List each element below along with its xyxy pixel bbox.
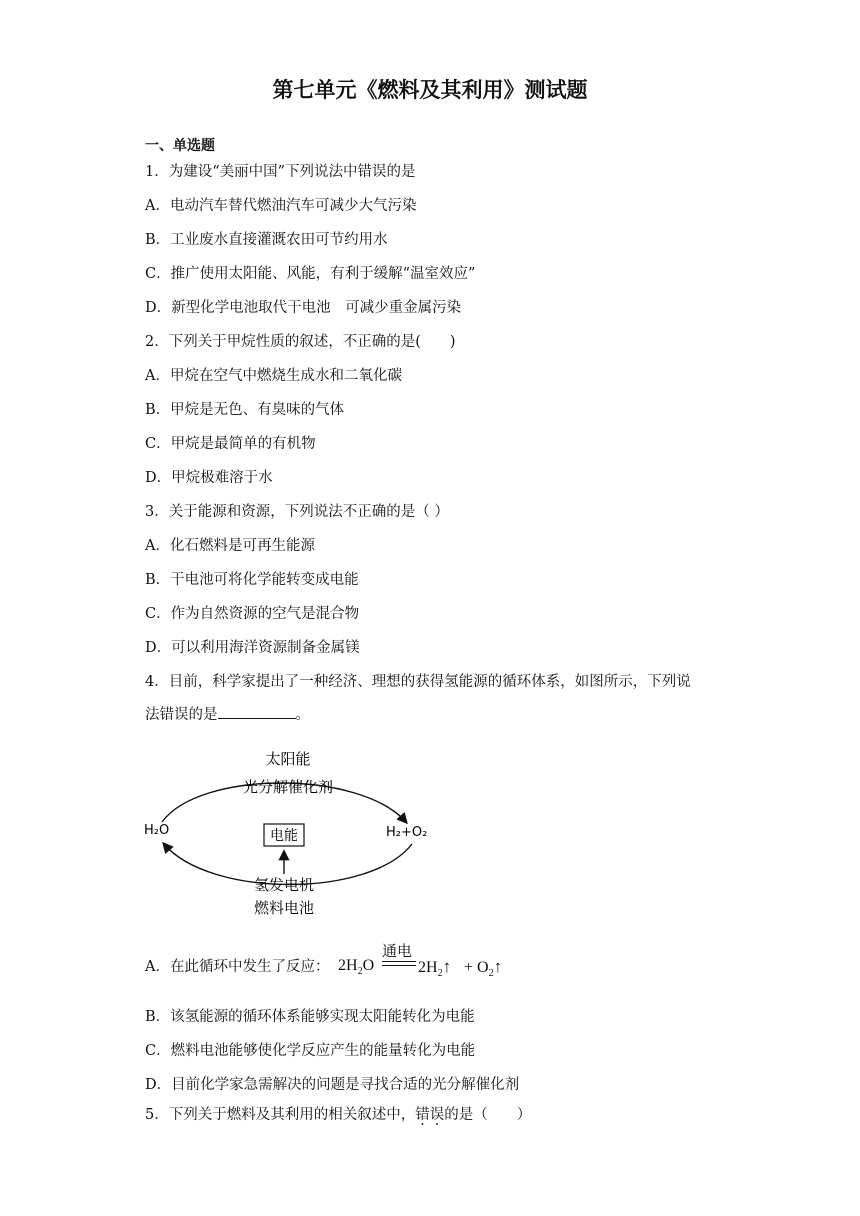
chemical-equation <box>338 940 538 980</box>
question-1-option-b: B．工业废水直接灌溉农田可节约用水 <box>145 232 388 248</box>
question-3-option-d: D．可以利用海洋资源制备金属镁 <box>145 640 360 656</box>
product-hydrogen <box>418 957 451 979</box>
question-4-option-b: B．该氢能源的循环体系能够实现太阳能转化为电能 <box>145 1009 475 1025</box>
question-4-stem-line-2 <box>145 704 310 725</box>
question-2-stem: 2．下列关于甲烷性质的叙述，不正确的是( ) <box>145 334 456 350</box>
equals-line-bottom <box>382 965 416 966</box>
question-1-option-c: C．推广使用太阳能、风能，有利于缓解“温室效应” <box>145 266 476 282</box>
left-node: H₂O <box>144 823 170 838</box>
reactant <box>338 957 374 977</box>
reactant-tail: O <box>362 957 375 974</box>
page-title: 第七单元《燃料及其利用》测试题 <box>272 78 588 102</box>
question-4-stem-prefix: 法错误的是 <box>145 707 218 723</box>
product-oxygen-base: + O <box>464 959 489 976</box>
product-hydrogen-subscript: 2 <box>437 968 443 980</box>
question-4-stem-suffix: 。 <box>295 707 310 723</box>
reactant-base: 2H <box>338 957 358 974</box>
question-3-option-b: B．干电池可将化学能转变成电能 <box>145 572 359 588</box>
emphasis-char-1: 错 <box>415 1107 430 1123</box>
bottom-label-1: 氢发电机 <box>253 876 315 894</box>
product-oxygen-subscript: 2 <box>488 968 494 980</box>
center-box-label: 电能 <box>270 828 298 844</box>
equals-line-top <box>382 961 416 962</box>
answer-blank <box>218 704 296 719</box>
reaction-condition: 通电 <box>382 942 413 960</box>
question-5-stem-prefix: 5．下列关于燃料及其利用的相关叙述中， <box>145 1107 416 1123</box>
question-4-option-d: D．目前化学家急需解决的问题是寻找合适的光分解催化剂 <box>145 1077 520 1093</box>
top-label-2: 光分解催化剂 <box>242 778 334 796</box>
question-4-option-c: C．燃料电池能够使化学反应产生的能量转化为电能 <box>145 1043 476 1059</box>
question-1-option-a: A．电动汽车替代燃油汽车可减少大气污染 <box>145 198 417 214</box>
question-4-stem-line-1: 4．目前，科学家提出了一种经济、理想的获得氢能源的循环体系，如图所示，下列说 <box>145 674 691 690</box>
question-5-stem-suffix: 的是（ ） <box>444 1107 532 1123</box>
question-2-option-a: A．甲烷在空气中燃烧生成水和二氧化碳 <box>145 368 402 384</box>
question-1-option-d: D．新型化学电池取代干电池 可减少重金属污染 <box>145 300 462 316</box>
hydrogen-cycle-diagram <box>140 740 440 920</box>
question-3-stem: 3．关于能源和资源，下列说法不正确的是（ ） <box>145 504 449 520</box>
section-heading: 一、单选题 <box>145 138 215 154</box>
top-label-1: 太阳能 <box>265 750 311 768</box>
bottom-label-2: 燃料电池 <box>253 899 315 917</box>
gas-arrow-icon: ↑ <box>442 957 452 976</box>
question-2-option-b: B．甲烷是无色、有臭味的气体 <box>145 402 345 418</box>
gas-arrow-icon-2: ↑ <box>493 957 503 976</box>
question-3-option-a: A．化石燃料是可再生能源 <box>145 538 315 554</box>
question-2-option-d: D．甲烷极难溶于水 <box>145 470 273 486</box>
question-4-option-a: A．在此循环中发生了反应： <box>145 959 330 975</box>
question-1-stem: 1．为建设“美丽中国”下列说法中错误的是 <box>145 164 416 180</box>
product-oxygen <box>464 957 502 979</box>
right-node: H₂+O₂ <box>386 825 428 840</box>
emphasis-char-2: 误 <box>429 1107 445 1123</box>
question-5-stem <box>145 1105 531 1125</box>
question-3-option-c: C．作为自然资源的空气是混合物 <box>145 606 360 622</box>
product-hydrogen-base: 2H <box>418 959 438 976</box>
question-2-option-c: C．甲烷是最简单的有机物 <box>145 436 316 452</box>
reactant-subscript: 2 <box>357 966 363 978</box>
